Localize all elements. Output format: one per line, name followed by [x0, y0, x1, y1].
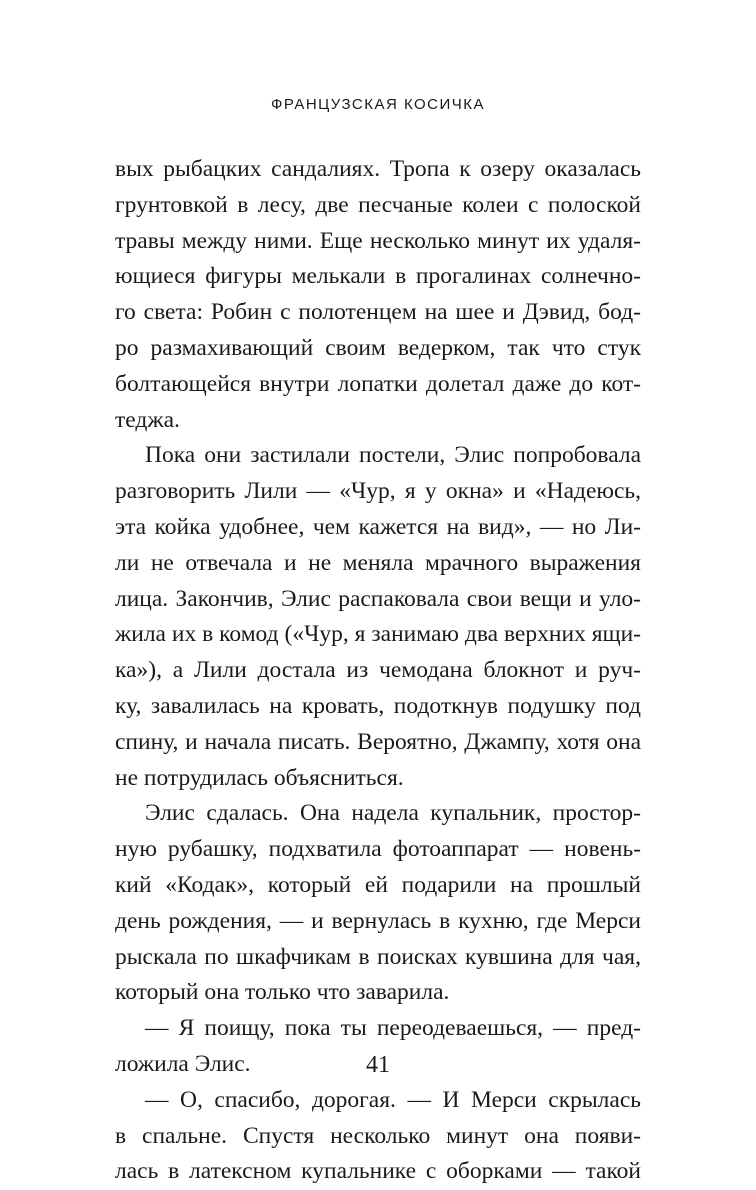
text-line: ную рубашку, подхватила фотоаппарат — новень- [115, 836, 641, 863]
page-number: 41 [366, 1052, 390, 1078]
text-line: спину, и начала писать. Вероятно, Джампу, хотя она [115, 728, 641, 755]
text-line: который она только что заварила. [115, 979, 450, 1006]
text-line: ку, завалилась на кровать, подоткнув подушку под [115, 692, 641, 719]
text-line: травы между ними. Еще несколько минут их удаля- [115, 227, 641, 254]
text-line: рыскала по шкафчикам в поисках кувшина для чая, [115, 943, 641, 970]
text-line: теджа. [115, 406, 180, 433]
text-line: — О, спасибо, дорогая. — И Мерси скрылась [145, 1086, 641, 1113]
text-line: — Я поищу, пока ты переодеваешься, — пред- [145, 1015, 641, 1042]
text-line: грунтовкой в лесу, две песчаные колеи с полоской [115, 191, 641, 218]
text-line: го света: Робин с полотенцем на шее и Дэвид, бод- [115, 299, 641, 326]
text-line: эта койка удобнее, чем кажется на вид», — но Ли- [115, 513, 641, 540]
text-line: Элис сдалась. Она надела купальник, простор- [145, 800, 641, 827]
text-line: ка»), а Лили достала из чемодана блокнот и руч- [115, 657, 641, 684]
running-head: ФРАНЦУЗСКАЯ КОСИЧКА [270, 96, 486, 113]
text-line: в спальне. Спустя несколько минут она появи- [115, 1122, 641, 1149]
text-line: ющиеся фигуры мелькали в прогалинах солнечно- [115, 263, 641, 290]
text-line: Пока они застилали постели, Элис попробовала [145, 442, 641, 469]
text-line: лица. Закончив, Элис распаковала свои вещи и уло- [115, 585, 641, 612]
text-line: вых рыбацких сандалиях. Тропа к озеру оказалась [115, 156, 641, 182]
text-line: лась в латексном купальнике с оборками — такой [115, 1158, 641, 1185]
text-line: ро размахивающий своим ведерком, так что стук [115, 334, 641, 361]
text-line: кий «Кодак», который ей подарили на прошлый [115, 871, 641, 898]
text-line: жила их в комод («Чур, я занимаю два верхних ящи- [115, 621, 641, 648]
body-text [115, 152, 641, 1190]
text-line: день рождения, — и вернулась в кухню, где Мерси [115, 907, 641, 934]
text-line: не потрудилась объясниться. [115, 764, 404, 791]
text-line: разговорить Лили — «Чур, я у окна» и «Надеюсь, [115, 478, 641, 505]
text-line: ложила Элис. [115, 1050, 251, 1077]
text-line: болтающейся внутри лопатки долетал даже до кот- [115, 370, 641, 397]
text-line: ли не отвечала и не меняла мрачного выражения [115, 549, 641, 576]
